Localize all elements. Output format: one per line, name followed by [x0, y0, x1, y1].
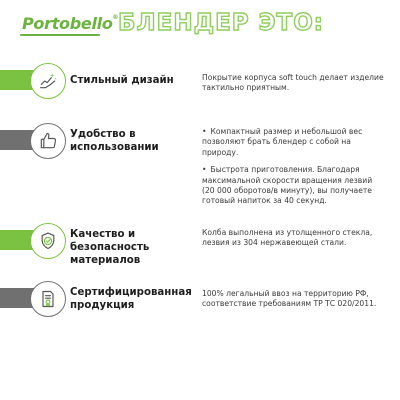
hand-sparkle-icon: [30, 63, 66, 99]
feature-row-certified: [0, 282, 400, 322]
brand-logo: Portobello®: [22, 14, 119, 33]
feature-description: 100% легальный ввоз на территорию РФ, соответствие требованиям ТР ТС 020/2011.: [202, 289, 377, 309]
feature-title: Стильный дизайн: [70, 75, 174, 86]
feature-row-design: [0, 64, 400, 104]
feature-description: • Компактный размер и небольшой вес позволяют брать блендер с собой на природу. • Быстрота приготовления. Благодаря максимальной скорости вращения лезвий (20 000 оборотов/в минуту), вы получаете готовый напиток за 40 секунд.: [202, 127, 387, 214]
logo-underline: [20, 34, 100, 36]
header: [0, 0, 400, 52]
feature-row-quality: [0, 222, 400, 266]
feature-title: Сертифицированная продукция: [70, 287, 192, 311]
page-title: БЛЕНДЕР ЭТО:: [118, 10, 324, 36]
shield-check-icon: [30, 223, 66, 259]
feature-title: Удобство в использовании: [70, 129, 159, 153]
certificate-icon: [30, 281, 66, 317]
thumbs-up-icon: [30, 123, 66, 159]
feature-description: Покрытие корпуса soft touch делает изделие тактильно приятным.: [202, 73, 384, 93]
feature-description: Колба выполнена из утолщенного стекла, лезвия из 304 нержавеющей стали.: [202, 228, 373, 248]
feature-title: Качество и безопасность материалов: [70, 229, 150, 266]
feature-row-usability: [0, 124, 400, 214]
